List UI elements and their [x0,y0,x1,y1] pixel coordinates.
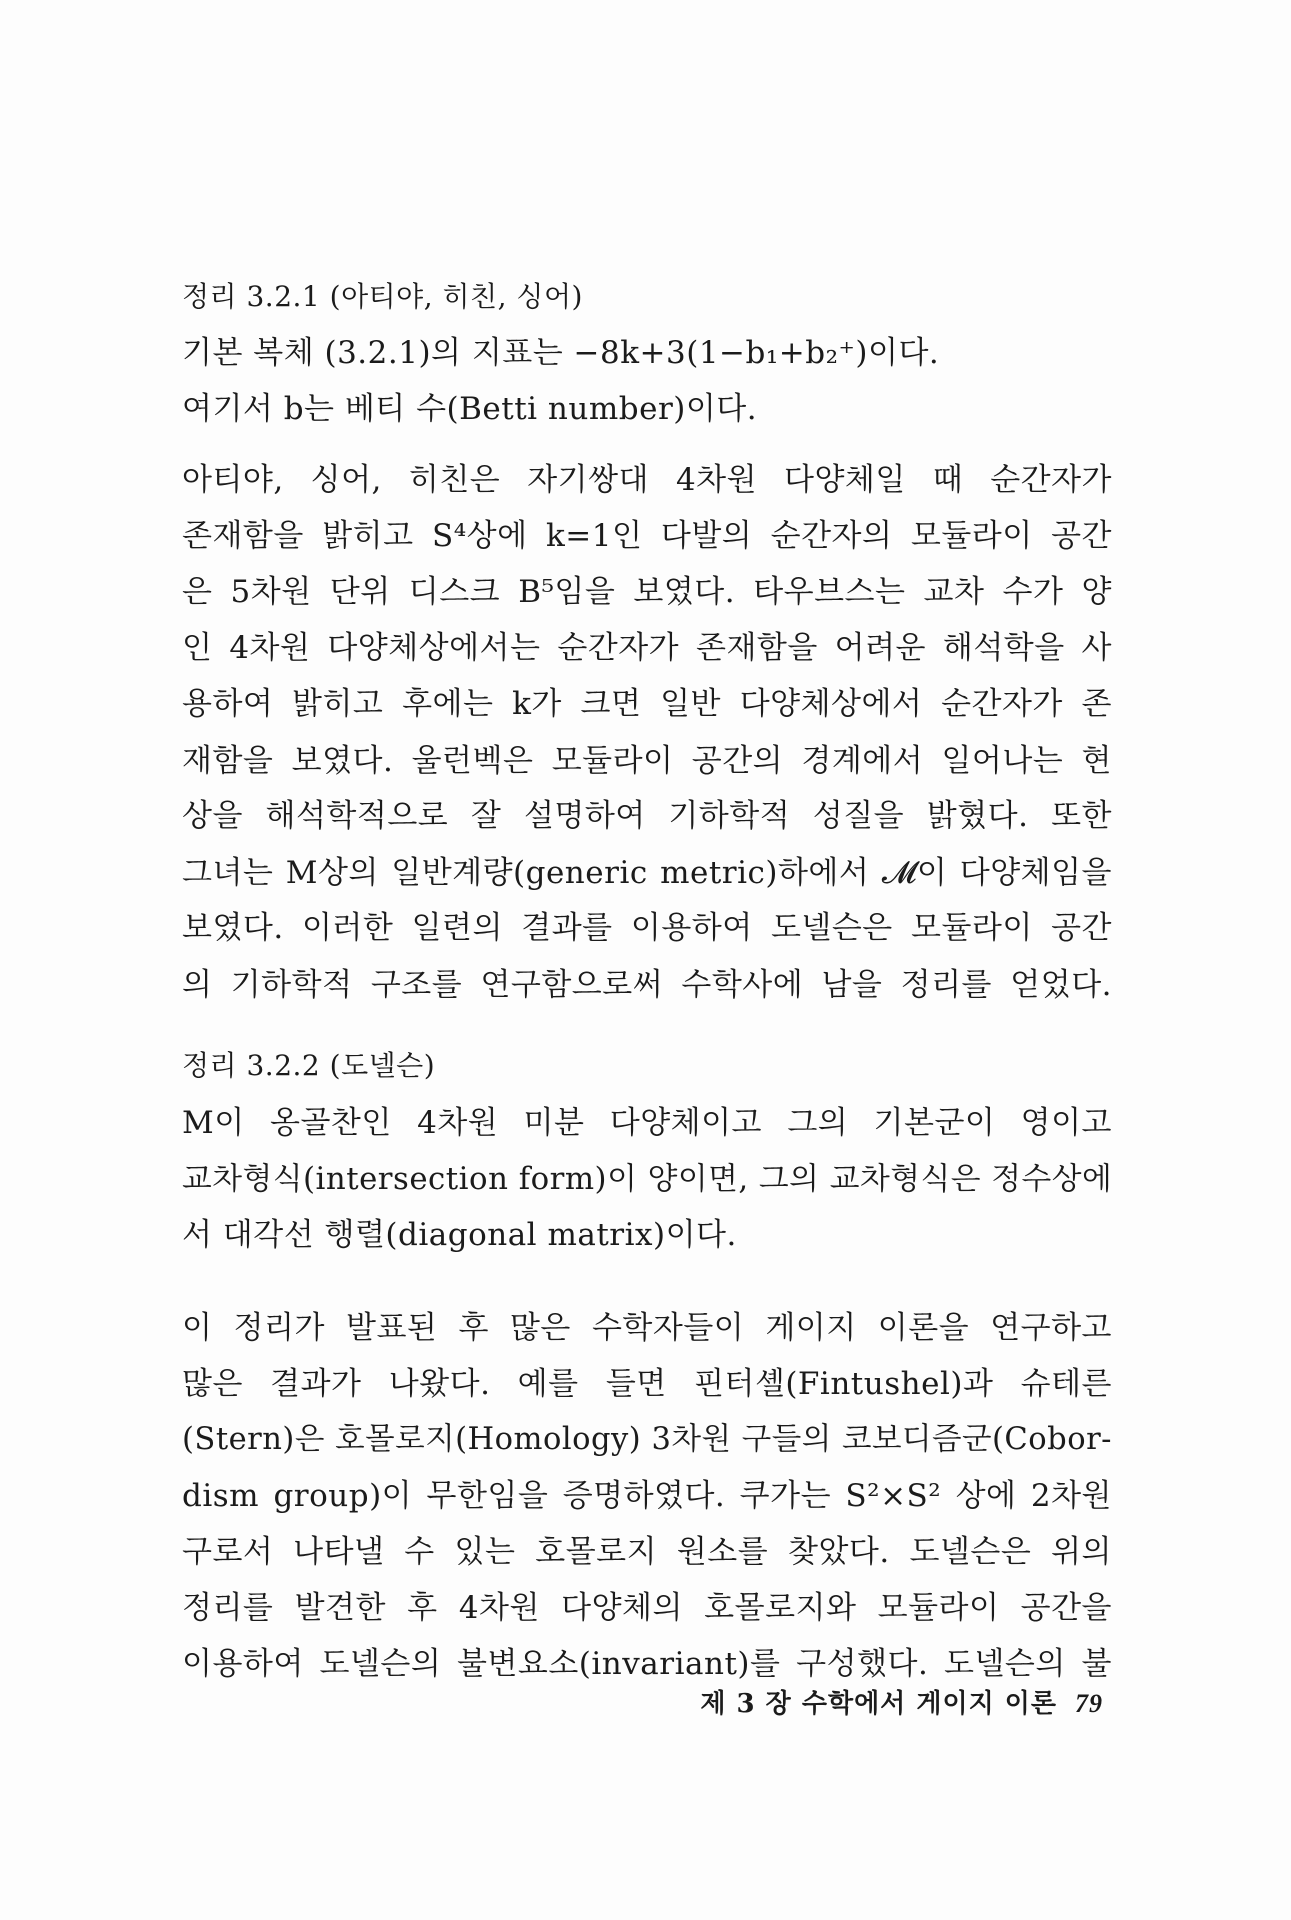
text-line: 이 정리가 발표된 후 많은 수학자들이 게이지 이론을 연구하고 [182,1309,1112,1346]
theorem-line: 서 대각선 행렬(diagonal matrix)이다. [182,1217,737,1254]
text-line: (Stern)은 호몰로지(Homology) 3차원 구들의 코보디즘군(Cobor- [182,1421,1112,1457]
text-line: 존재함을 밝히고 S⁴상에 k=1인 다발의 순간자의 모듈라이 공간 [182,517,1112,554]
theorem-line: 여기서 b는 베티 수(Betti number)이다. [182,391,758,428]
text-line: 인 4차원 다양체상에서는 순간자가 존재함을 어려운 해석학을 사 [182,629,1112,666]
text-line: 보였다. 이러한 일련의 결과를 이용하여 도넬슨은 모듈라이 공간 [182,910,1112,947]
chapter-title: 제 3 장 수학에서 게이지 이론 [700,1689,1057,1719]
text-line: 상을 해석학적으로 잘 설명하여 기하학적 성질을 밝혔다. 또한 [182,798,1112,835]
text-line: dism group)이 무한임을 증명하였다. 쿠가는 S²×S² 상에 2차원 [182,1478,1112,1515]
text-line: 용하여 밝히고 후에는 k가 크면 일반 다양체상에서 순간자가 존 [182,686,1112,723]
theorem-title: 정리 3.2.1 (아티야, 히친, 싱어) [182,280,583,313]
text-line: 그녀는 M상의 일반계량(generic metric)하에서 𝓜이 다양체임을 [182,854,1112,891]
running-footer [700,1683,1103,1720]
text-line: 아티야, 싱어, 히친은 자기쌍대 4차원 다양체일 때 순간자가 [182,461,1112,498]
theorem-line: 기본 복체 (3.2.1)의 지표는 −8k+3(1−b₁+b₂⁺)이다. [182,334,940,371]
theorem-line: 교차형식(intersection form)이 양이면, 그의 교차형식은 정수상에 [182,1161,1113,1198]
theorem-title: 정리 3.2.2 (도넬슨) [182,1049,436,1083]
text-line: 은 5차원 단위 디스크 B⁵임을 보였다. 타우브스는 교차 수가 양 [182,573,1112,610]
text-line: 구로서 나타낼 수 있는 호몰로지 원소를 찾았다. 도넬슨은 위의 [182,1533,1112,1570]
theorem-line: M이 옹골찬인 4차원 미분 다양체이고 그의 기본군이 영이고 [182,1104,1112,1141]
page-number: 79 [1075,1689,1103,1718]
text-line: 의 기하학적 구조를 연구함으로써 수학사에 남을 정리를 얻었다. [182,966,1112,1003]
text-line: 이용하여 도넬슨의 불변요소(invariant)를 구성했다. 도넬슨의 불 [182,1646,1112,1682]
text-line: 정리를 발견한 후 4차원 다양체의 호몰로지와 모듈라이 공간을 [182,1590,1112,1627]
text-line: 재함을 보였다. 울런벡은 모듈라이 공간의 경계에서 일어나는 현 [182,742,1112,779]
text-line: 많은 결과가 나왔다. 예를 들면 핀터셸(Fintushel)과 슈테른 [182,1366,1112,1403]
